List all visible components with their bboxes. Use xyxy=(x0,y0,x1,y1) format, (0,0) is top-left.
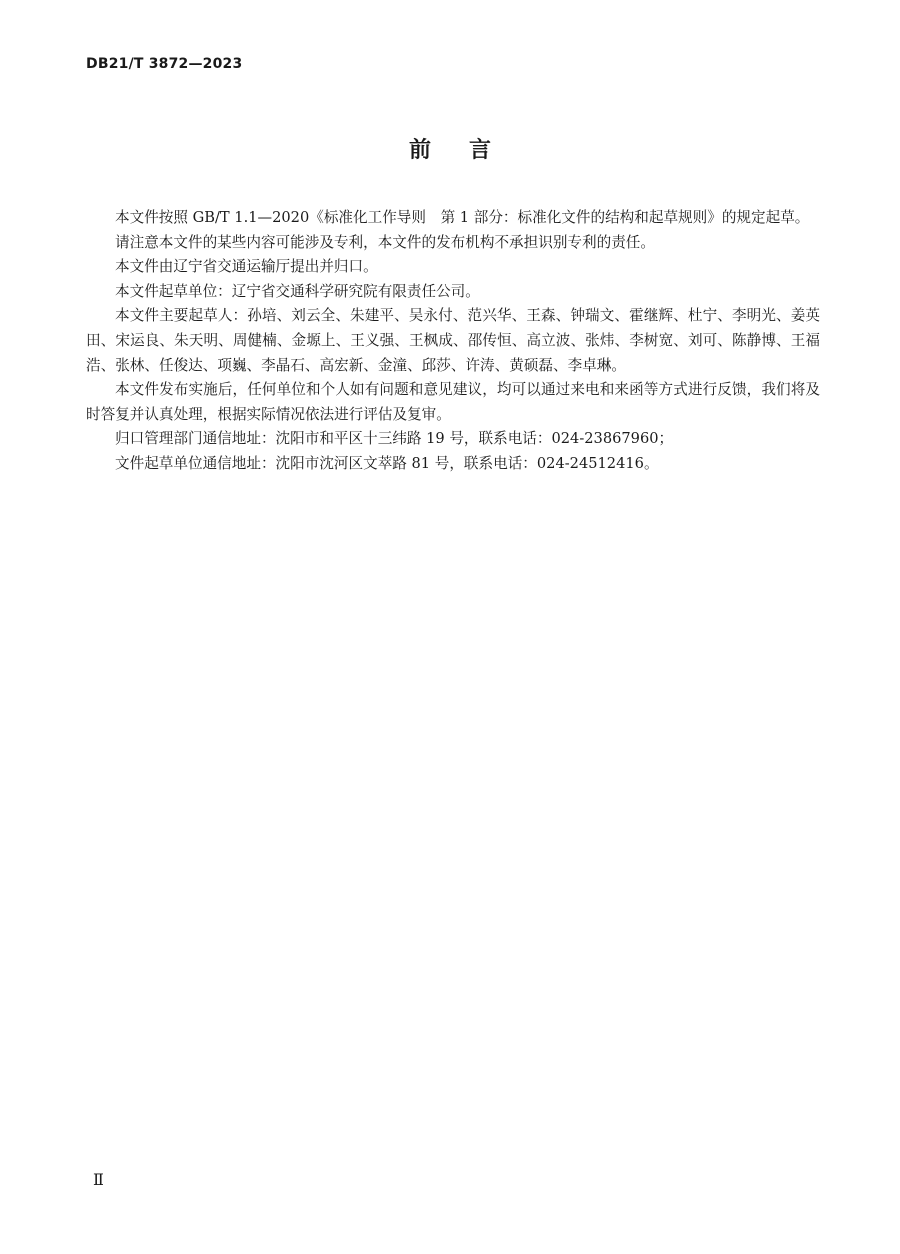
paragraph-drafters: 本文件主要起草人：孙培、刘云全、朱建平、吴永付、范兴华、王森、钟瑞文、霍继辉、杜宁、李明光、姜英田、宋运良、朱天明、周健楠、金塬上、王义强、王枫成、邵传恒、高立波、张炜、李树宽、刘可、陈静博、王福浩、张林、任俊达、项巍、李晶石、高宏新、金潼、邱莎、许涛、黄硕磊、李卓琳。 xyxy=(86,307,820,374)
paragraph-drafting-rules: 本文件按照 GB/T 1.1—2020《标准化工作导则 第 1 部分：标准化文件的结构和起草规则》的规定起草。 xyxy=(115,209,810,226)
paragraph-admin-address: 归口管理部门通信地址：沈阳市和平区十三纬路 19 号，联系电话：024-23867960； xyxy=(115,430,674,448)
paragraph-drafting-unit: 本文件起草单位：辽宁省交通科学研究院有限责任公司。 xyxy=(115,282,480,300)
foreword-body xyxy=(86,206,820,477)
paragraph-proposer: 本文件由辽宁省交通运输厅提出并归口。 xyxy=(115,258,378,276)
paragraph-feedback: 本文件发布实施后，任何单位和个人如有问题和意见建议，均可以通过来电和来函等方式进行反馈，我们将及时答复并认真处理，根据实际情况依法进行评估及复审。 xyxy=(86,381,820,423)
page-title: 前言 xyxy=(408,138,529,163)
paragraph-drafting-unit-address: 文件起草单位通信地址：沈阳市沈河区文萃路 81 号，联系电话：024-24512416。 xyxy=(115,454,659,472)
paragraph-patent-notice: 请注意本文件的某些内容可能涉及专利，本文件的发布机构不承担识别专利的责任。 xyxy=(115,233,655,251)
document-code: DB21/T 3872—2023 xyxy=(86,56,243,72)
page-number: Ⅱ xyxy=(93,1170,104,1189)
